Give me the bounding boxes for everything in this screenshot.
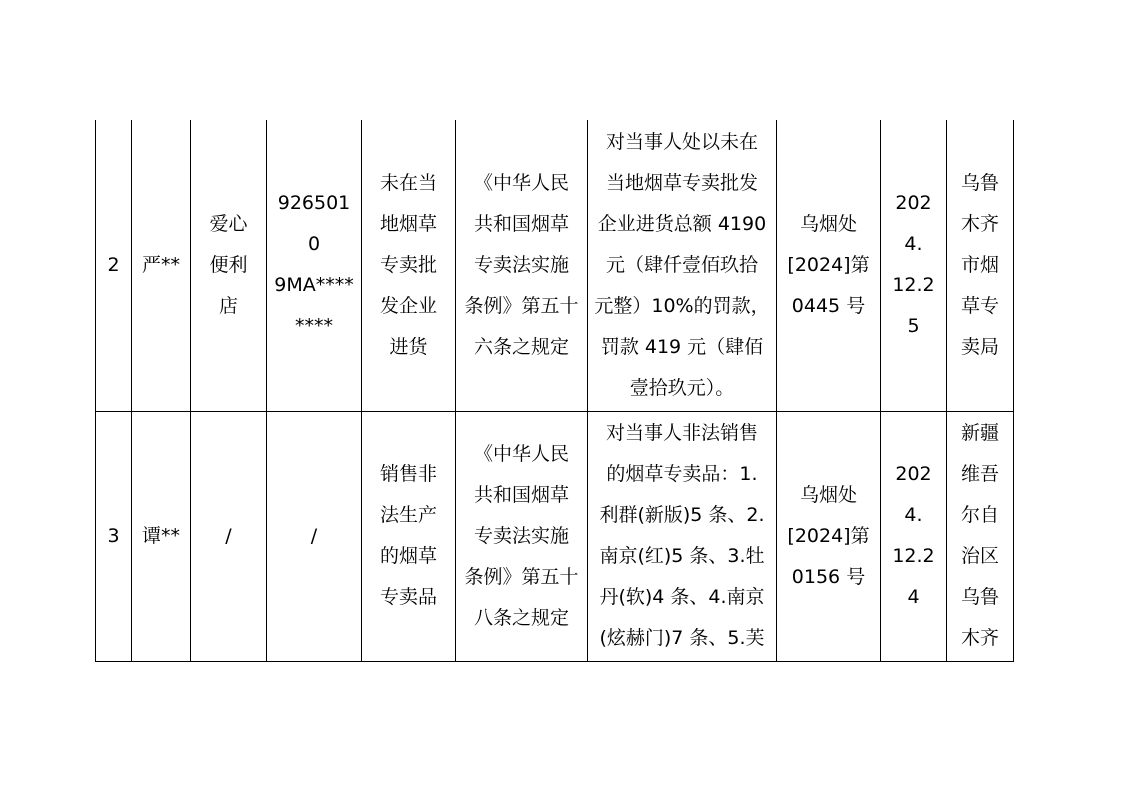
party-name: 谭**	[132, 411, 191, 661]
row-number: 3	[96, 411, 132, 661]
row-number: 2	[96, 120, 132, 411]
issuing-authority: 新疆 维吾 尔自 治区 乌鲁 木齐	[947, 411, 1014, 661]
credit-code: /	[267, 411, 362, 661]
penalty-content: 对当事人非法销售 的烟草专卖品：1. 利群(新版)5 条、2. 南京(红)5 条、3.牡 丹(软)4 条、4.南京 (炫赫门)7 条、5.芙	[588, 411, 777, 661]
table-row	[96, 411, 1014, 661]
decision-date: 2024. 12.24	[881, 411, 947, 661]
party-name: 严**	[132, 120, 191, 411]
legal-basis: 《中华人民 共和国烟草 专卖法实施 条例》第五十 六条之规定	[456, 120, 588, 411]
shop-name: 爱心 便利 店	[191, 120, 267, 411]
issuing-authority: 乌鲁 木齐 市烟 草专 卖局	[947, 120, 1014, 411]
decision-number: 乌烟处 [2024]第 0156 号	[777, 411, 881, 661]
decision-number: 乌烟处 [2024]第 0445 号	[777, 120, 881, 411]
violation-fact: 销售非 法生产 的烟草 专卖品	[362, 411, 456, 661]
penalty-content: 对当事人处以未在 当地烟草专卖批发 企业进货总额 4190 元（肆仟壹佰玖拾 元整）10%的罚款， 罚款 419 元（肆佰 壹拾玖元）。	[588, 120, 777, 411]
decision-date: 2024. 12.25	[881, 120, 947, 411]
credit-code: 9265010 9MA**** ****	[267, 120, 362, 411]
table-row	[96, 120, 1014, 411]
violation-fact: 未在当 地烟草 专卖批 发企业 进货	[362, 120, 456, 411]
penalty-table	[95, 120, 1014, 662]
legal-basis: 《中华人民 共和国烟草 专卖法实施 条例》第五十 八条之规定	[456, 411, 588, 661]
shop-name: /	[191, 411, 267, 661]
